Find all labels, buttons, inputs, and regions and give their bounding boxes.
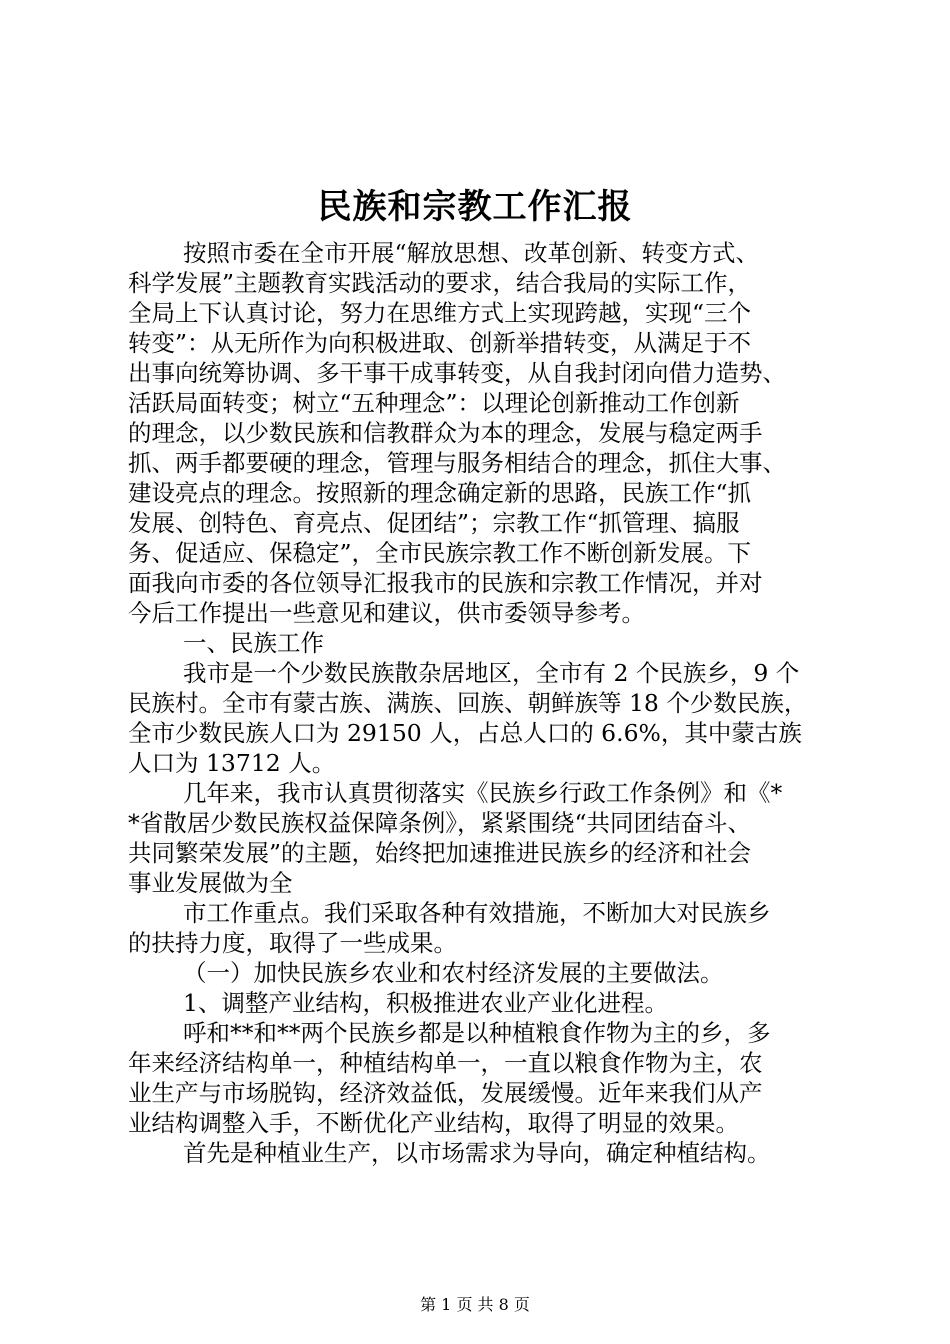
paragraph-line: 的扶持力度，取得了一些成果。 — [128, 929, 457, 957]
paragraph-line: 全市少数民族人口为 29150 人，占总人口的 6.6%，其中蒙古族 — [128, 719, 802, 747]
paragraph-line: 按照市委在全市开展“解放思想、改革创新、转变方式、 — [183, 239, 760, 267]
paragraph-line: 民族村。全市有蒙古族、满族、回族、朝鲜族等 18 个少数民族， — [128, 689, 808, 717]
paragraph-line: 业结构调整入手，不断优化产业结构，取得了明显的效果。 — [128, 1109, 739, 1137]
paragraph-line: 人口为 13712 人。 — [128, 749, 336, 777]
document-title: 民族和宗教工作汇报 — [317, 187, 633, 227]
paragraph-line: 市工作重点。我们采取各种有效措施，不断加大对民族乡 — [183, 899, 771, 927]
paragraph-line: 抓、两手都要硬的理念，管理与服务相结合的理念，抓住大事、 — [128, 449, 786, 477]
paragraph-line: 全局上下认真讨论，努力在思维方式上实现跨越，实现“三个 — [128, 299, 752, 327]
paragraph-line: 的理念，以少数民族和信教群众为本的理念，发展与稳定两手 — [128, 419, 763, 447]
paragraph-line: 科学发展”主题教育实践活动的要求，结合我局的实际工作， — [128, 269, 752, 297]
section-heading: 一、民族工作 — [183, 629, 324, 657]
paragraph-line: 建设亮点的理念。按照新的理念确定新的思路，民族工作“抓 — [128, 479, 752, 507]
paragraph-line: 今后工作提出一些意见和建议，供市委领导参考。 — [128, 599, 645, 627]
paragraph-line: 年来经济结构单一，种植结构单一，一直以粮食作物为主，农 — [128, 1049, 763, 1077]
paragraph-line: *省散居少数民族权益保障条例》，紧紧围绕“共同团结奋斗、 — [128, 809, 752, 837]
paragraph-line: 务、促适应、保稳定”，全市民族宗教工作不断创新发展。下 — [128, 539, 752, 567]
page-number-footer: 第 1 页 共 8 页 — [420, 1295, 530, 1314]
paragraph-line: 面我向市委的各位领导汇报我市的民族和宗教工作情况，并对 — [128, 569, 763, 597]
paragraph-line: 事业发展做为全 — [128, 869, 293, 897]
paragraph-line: 发展、创特色、育亮点、促团结”；宗教工作“抓管理、搞服 — [128, 509, 740, 537]
paragraph-line: 共同繁荣发展”的主题，始终把加速推进民族乡的经济和社会 — [128, 839, 752, 867]
paragraph-line: 几年来，我市认真贯彻落实《民族乡行政工作条例》和《* — [183, 779, 783, 807]
paragraph-line: 出事向统筹协调、多干事干成事转变，从自我封闭向借力造势、 — [128, 359, 786, 387]
paragraph-line: 我市是一个少数民族散杂居地区，全市有 2 个民族乡，9 个 — [183, 659, 800, 687]
paragraph-line: 活跃局面转变；树立“五种理念”：以理论创新推动工作创新 — [128, 389, 740, 417]
paragraph-line: 呼和**和**两个民族乡都是以种植粮食作物为主的乡，多 — [183, 1019, 771, 1047]
paragraph-line: 首先是种植业生产，以市场需求为导向，确定种植结构。 — [183, 1139, 771, 1167]
paragraph-line: 转变”：从无所作为向积极进取、创新举措转变，从满足于不 — [128, 329, 752, 357]
subsection-heading: 1、调整产业结构，积极推进农业产业化进程。 — [183, 989, 668, 1017]
paragraph-line: 业生产与市场脱钩，经济效益低，发展缓慢。近年来我们从产 — [128, 1079, 763, 1107]
subsection-heading: （一）加快民族乡农业和农村经济发展的主要做法。 — [183, 959, 724, 987]
